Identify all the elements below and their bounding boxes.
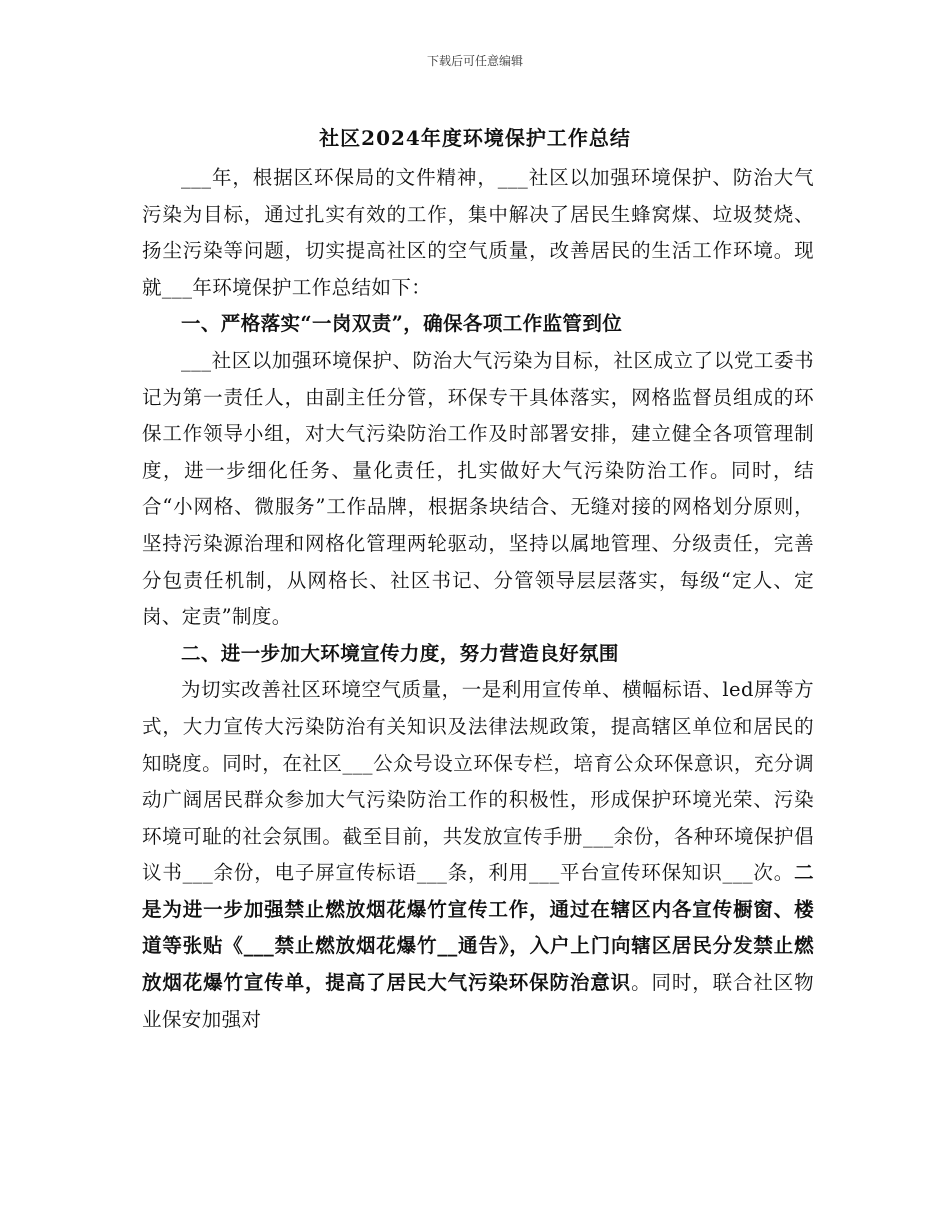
section-2-text-part-1: 为切实改善社区环境空气质量，一是利用宣传单、横幅标语、led屏等方式，大力宣传大污染防治有关知识及法律法规政策，提高辖区单位和居民的知晓度。同时，在社区___公众号设立环保专栏，培育公众环保意识，充分调动广阔居民群众参加大气污染防治工作的积极性，形成保护环境光荣、污染环境可耻的社会氛围。截至目前，共发放宣传手册___余份，各种环境保护倡议书___余份，电子屏宣传标语___条，利用___平台宣传环保知识___次。 [142,678,814,885]
intro-paragraph: ___年，根据区环保局的文件精神，___社区以加强环境保护、防治大气污染为目标，通过扎实有效的工作，集中解决了居民生蜂窝煤、垃圾焚烧、扬尘污染等问题，切实提高社区的空气质量，改善居民的生活工作环境。现就___年环境保护工作总结如下： [142,166,814,299]
section-2-bold-text: 二是为进一步加强禁止燃放烟花爆竹宣传工作，通过在辖区内各宣传橱窗、楼道等张贴《___禁止燃放烟花爆竹__通告》，入户上门向辖区居民分发禁止燃放烟花爆竹宣传单，提高了居民大气污染环保防治意识 [142,861,814,995]
section-2-text-part-2: 。同时，联合社区物业保安加强对 [142,971,814,1031]
section-1-paragraph: ___社区以加强环境保护、防治大气污染为目标，社区成立了以党工委书记为第一责任人，由副主任分管，环保专干具体落实，网格监督员组成的环保工作领导小组，对大气污染防治工作及时部署安排，建立健全各项管理制度，进一步细化任务、量化责任，扎实做好大气污染防治工作。同时，结合“小网格、微服务”工作品牌，根据条块结合、无缝对接的网格划分原则，坚持污染源治理和网格化管理两轮驱动，坚持以属地管理、分级责任，完善分包责任机制，从网格长、社区书记、分管领导层层落实，每级“定人、定岗、定责”制度。 [142,348,814,629]
document-body [142,160,814,1038]
section-1-heading: 一、严格落实“一岗双责”，确保各项工作监管到位 [181,312,623,336]
document-title: 社区2024年度环境保护工作总结 [319,126,631,150]
section-2-heading: 二、进一步加大环境宣传力度，努力营造良好氛围 [181,641,619,665]
section-2-paragraph [142,672,814,1038]
page-header-note: 下载后可任意编辑 [426,54,523,68]
